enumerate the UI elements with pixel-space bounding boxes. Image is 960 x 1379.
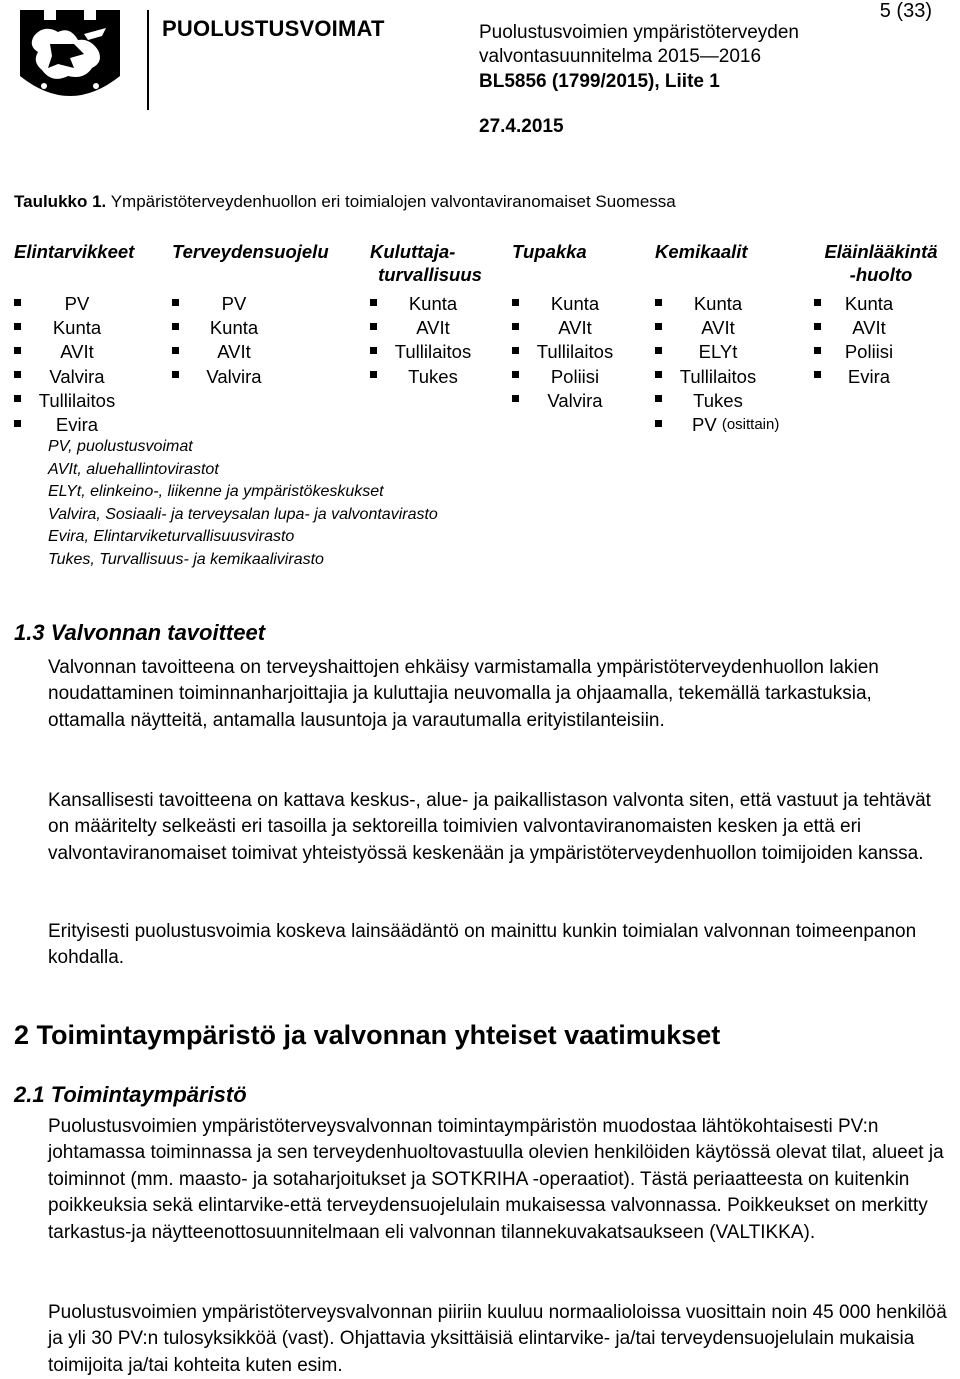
legend-item: AVIt, aluehallintovirastot — [48, 460, 219, 478]
list-item: AVIt — [370, 316, 489, 340]
list-item: AVIt — [655, 316, 779, 340]
column-terveydensuojelu — [172, 292, 289, 389]
bullet-icon — [512, 371, 519, 378]
list-item: Kunta — [655, 292, 779, 316]
header-tupakka: Tupakka — [512, 241, 587, 262]
header-divider — [147, 10, 149, 110]
list-item: Valvira — [172, 365, 289, 389]
defence-forces-logo — [14, 6, 126, 110]
list-item: Kunta — [370, 292, 489, 316]
bullet-icon — [370, 323, 377, 330]
bullet-icon — [370, 371, 377, 378]
list-item: Kunta — [814, 292, 917, 316]
legend-item: Valvira, Sosiaali- ja terveysalan lupa- ja valvontavirasto — [48, 505, 438, 523]
header-kuluttaja-line1: Kuluttaja- — [370, 241, 456, 262]
list-item: Tullilaitos — [655, 365, 779, 389]
list-item: ELYt — [655, 340, 779, 364]
bullet-icon — [814, 371, 821, 378]
bullet-icon — [370, 299, 377, 306]
bullet-icon — [512, 347, 519, 354]
header-elintarvikkeet: Elintarvikkeet — [14, 241, 135, 262]
page-number: 5 (33) — [879, 0, 932, 22]
bullet-icon — [172, 371, 179, 378]
list-item: Valvira — [14, 365, 133, 389]
table-caption — [14, 192, 676, 212]
paragraph-1-3-a: Valvonnan tavoitteena on terveyshaittojen ehkäisy varmistamalla ympäristöterveydenhuollon lakien noudattaminen toiminnanharjoittajia ja kuluttajia neuvomalla ja ohjaamalla, tekemällä tarkastuksia, ottamalla näytteitä, antamalla lausuntoja ja varautumalla erityistilanteisiin. — [48, 657, 879, 731]
list-item: Kunta — [512, 292, 631, 316]
header-kuluttajaturvallisuus — [370, 240, 490, 286]
bullet-icon — [814, 299, 821, 306]
bullet-icon — [370, 347, 377, 354]
bullet-icon — [14, 347, 21, 354]
list-item: Kunta — [14, 316, 133, 340]
list-item: AVIt — [814, 316, 917, 340]
bullet-icon — [14, 395, 21, 402]
list-item: Tukes — [655, 389, 779, 413]
list-item: Kunta — [172, 316, 289, 340]
list-item: PV — [172, 292, 289, 316]
header-elainlaakinta — [814, 240, 948, 286]
list-item: AVIt — [14, 340, 133, 364]
legend-item: Evira, Elintarviketurvallisuusvirasto — [48, 528, 295, 546]
paragraph-1-3-c: Erityisesti puolustusvoimia koskeva lainsäädäntö on mainittu kunkin toimialan valvonnan toimeenpanon kohdalla. — [48, 921, 917, 969]
column-kemikaalit — [655, 292, 779, 437]
paragraph-2-1-a: Puolustusvoimien ympäristöterveysvalvonnan toimintaympäristön muodostaa lähtökohtaisesti PV:n johtamassa toiminnassa ja sen terveydenhuoltovastuulla olevien henkilöiden käytössä olevat tilat, alueet ja toiminnot (mm. maasto- ja sotaharjoitukset ja SOTKRIHA -operaatiot). Tästä periaatteesta on kuitenkin poikkeuksia sekä elintarvike-että terveydensuojelulain mukaisessa valvonnassa. Poikkeukset on merkitty tarkastus-ja näytteenottosuunnitelmaan eli valvonnan tilannekuvakatsaukseen (VALTIKKA). — [48, 1116, 944, 1243]
section-heading-1-3: 1.3 Valvonnan tavoitteet — [14, 620, 266, 645]
bullet-icon — [655, 299, 662, 306]
header-elain-line1: Eläinlääkintä — [824, 241, 938, 262]
table-caption-label: Taulukko 1. — [14, 192, 107, 211]
legend-item: Tukes, Turvallisuus- ja kemikaalivirasto — [48, 550, 324, 568]
list-item: AVIt — [512, 316, 631, 340]
list-item: Tullilaitos — [14, 389, 133, 413]
paragraph-1-3-b: Kansallisesti tavoitteena on kattava keskus-, alue- ja paikallistason valvonta siten, että vastuut ja tehtävät on määritelty selkeästi eri tasoilla ja sektoreilla toimivien valvontaviranomaisten kesken ja että eri valvontaviranomaiset toimivat yhteistyössä keskenään ja ympäristöterveydenhuollon toimijoiden kanssa. — [48, 790, 931, 864]
list-item: Evira — [14, 413, 133, 437]
bullet-icon — [512, 323, 519, 330]
bullet-icon — [14, 371, 21, 378]
bullet-icon — [172, 347, 179, 354]
list-item: Poliisi — [512, 365, 631, 389]
list-item: Poliisi — [814, 340, 917, 364]
header-kuluttaja-line2: turvallisuus — [378, 264, 482, 285]
list-item: AVIt — [172, 340, 289, 364]
bullet-icon — [14, 323, 21, 330]
document-date: 27.4.2015 — [479, 116, 564, 137]
column-kuluttajaturvallisuus — [370, 292, 489, 389]
column-elintarvikkeet — [14, 292, 133, 437]
paragraph-2-1-b: Puolustusvoimien ympäristöterveysvalvonnan piiriin kuuluu normaalioloissa vuosittain noin 45 000 henkilöä ja yli 30 PV:n tulosyksikköä (vast). Ohjattavia yksittäisiä elintarvike- ja/tai terveydensuojelulain mukaisia toimijoita ja/tai kohteita kuten esim. — [48, 1302, 947, 1376]
column-elainlaakinta — [814, 292, 917, 389]
header-terveydensuojelu: Terveydensuojelu — [172, 241, 329, 262]
list-item: PV — [14, 292, 133, 316]
bullet-icon — [14, 299, 21, 306]
legend-item: PV, puolustusvoimat — [48, 438, 193, 455]
legend-item: ELYt, elinkeino-, liikenne ja ympäristökeskukset — [48, 483, 384, 501]
list-item: PV (osittain) — [655, 413, 779, 437]
abbreviation-legend — [48, 436, 438, 572]
list-item: Tukes — [370, 365, 489, 389]
bullet-icon — [655, 323, 662, 330]
list-item: Tullilaitos — [370, 340, 489, 364]
bullet-icon — [172, 299, 179, 306]
header-kemikaalit: Kemikaalit — [655, 241, 748, 262]
list-item: Valvira — [512, 389, 631, 413]
section-heading-2: 2 Toimintaympäristö ja valvonnan yhteiset vaatimukset — [14, 1020, 721, 1050]
bullet-icon — [655, 371, 662, 378]
table-caption-text: Ympäristöterveydenhuollon eri toimialojen valvontaviranomaiset Suomessa — [110, 192, 676, 211]
section-heading-2-1: 2.1 Toimintaympäristö — [14, 1082, 247, 1107]
document-title-line1: Puolustusvoimien ympäristöterveyden — [479, 22, 799, 43]
bullet-icon — [14, 420, 21, 427]
partial-note: (osittain) — [721, 416, 780, 434]
bullet-icon — [655, 420, 662, 427]
bullet-icon — [655, 395, 662, 402]
bullet-icon — [172, 323, 179, 330]
list-item: Tullilaitos — [512, 340, 631, 364]
document-reference: BL5856 (1799/2015), Liite 1 — [479, 71, 720, 92]
bullet-icon — [512, 299, 519, 306]
bullet-icon — [814, 323, 821, 330]
bullet-icon — [512, 395, 519, 402]
bullet-icon — [655, 347, 662, 354]
header-elain-line2: -huolto — [849, 264, 913, 285]
document-title-line2: valvontasuunnitelma 2015—2016 — [479, 46, 762, 67]
bullet-icon — [814, 347, 821, 354]
organization-name: PUOLUSTUSVOIMAT — [162, 16, 385, 41]
list-item: Evira — [814, 365, 917, 389]
column-tupakka — [512, 292, 631, 413]
